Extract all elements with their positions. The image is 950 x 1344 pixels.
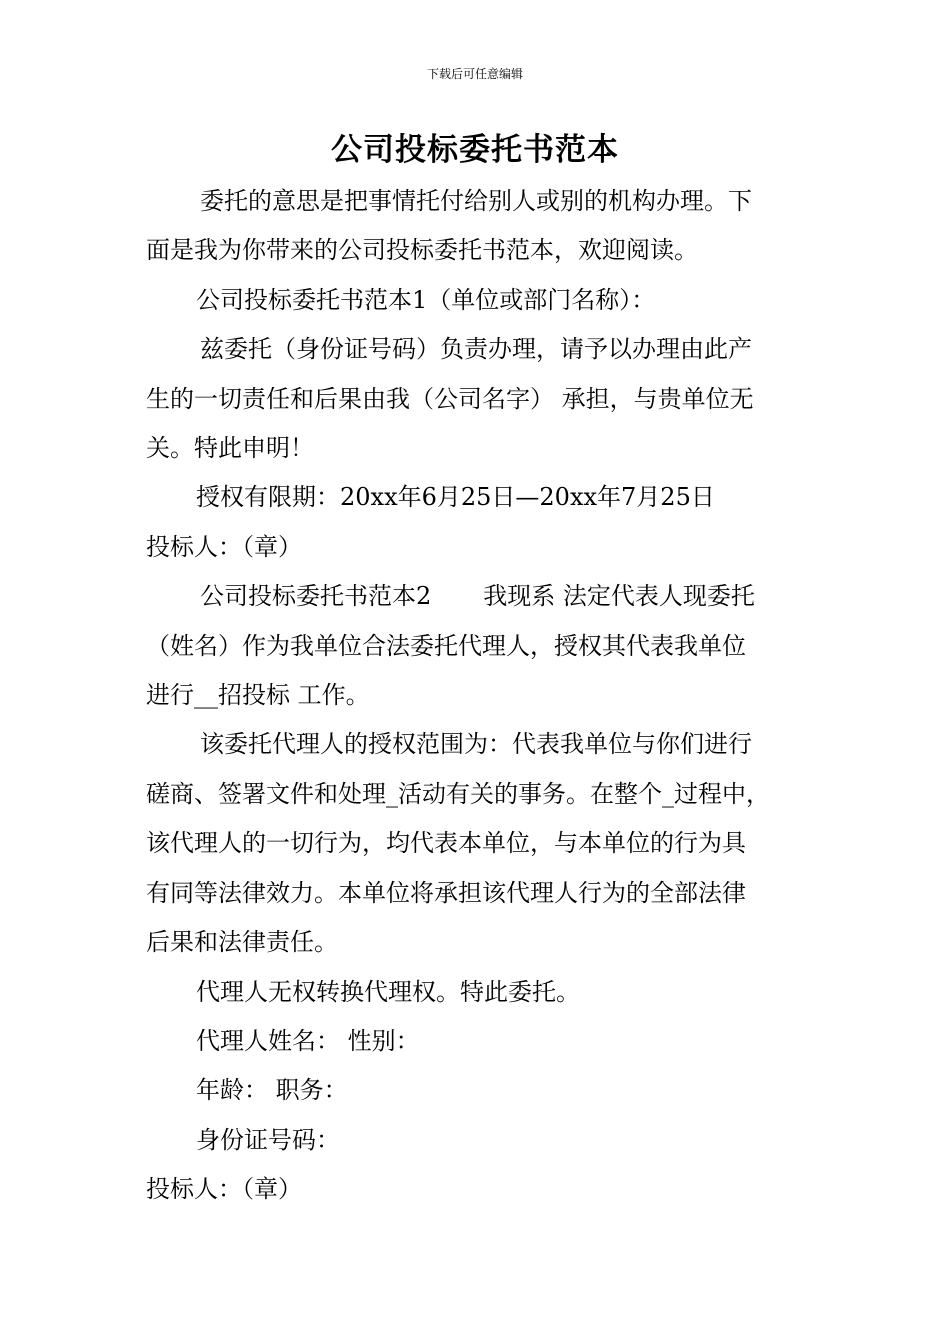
- form-field-line: 代理人姓名： 性别：: [196, 1026, 420, 1055]
- paragraph-line: 该委托代理人的授权范围为：代表我单位与你们进行: [200, 730, 752, 759]
- paragraph-line: 面是我为你带来的公司投标委托书范本，欢迎阅读。: [146, 236, 698, 265]
- paragraph-line: 代理人无权转换代理权。特此委托。: [196, 977, 580, 1006]
- form-field-line: 年龄： 职务：: [196, 1076, 348, 1105]
- paragraph-line: 兹委托（身份证号码）负责办理，请予以办理由此产: [200, 335, 752, 364]
- paragraph-line: 委托的意思是把事情托付给别人或别的机构办理。下: [200, 187, 752, 215]
- paragraph-line: 公司投标委托书范本1（单位或部门名称）：: [196, 285, 656, 314]
- signature-line: 投标人：（章）: [146, 532, 302, 561]
- paragraph-line: 进行__招投标 工作。: [146, 681, 370, 710]
- signature-line: 投标人：（章）: [146, 1175, 302, 1204]
- paragraph-line: （姓名）作为我单位合法委托代理人，授权其代表我单位: [146, 631, 746, 660]
- document-title: 公司投标委托书范本: [331, 132, 619, 168]
- paragraph-line: 有同等法律效力。本单位将承担该代理人行为的全部法律: [146, 878, 746, 907]
- paragraph-line: 该代理人的一切行为，均代表本单位，与本单位的行为具: [146, 829, 746, 858]
- paragraph-text: 我现系 法定代表人现委托: [483, 582, 755, 611]
- paragraph-line: 关。特此申明！: [146, 434, 314, 463]
- form-field-line: 身份证号码：: [196, 1125, 340, 1154]
- paragraph-line: 后果和法律责任。: [146, 928, 338, 957]
- paragraph-line: [146, 572, 836, 621]
- paragraph-line: 磋商、签署文件和处理_活动有关的事务。在整个_过程中，: [146, 779, 770, 808]
- paragraph-line: 授权有限期：20xx年6月25日—20xx年7月25日: [196, 483, 715, 512]
- document-body: [146, 177, 836, 1215]
- sample-heading: 公司投标委托书范本2: [200, 582, 432, 611]
- page-header-note: 下载后可任意编辑: [426, 67, 523, 81]
- paragraph-line: 生的一切责任和后果由我（公司名字） 承担，与贵单位无: [146, 384, 754, 413]
